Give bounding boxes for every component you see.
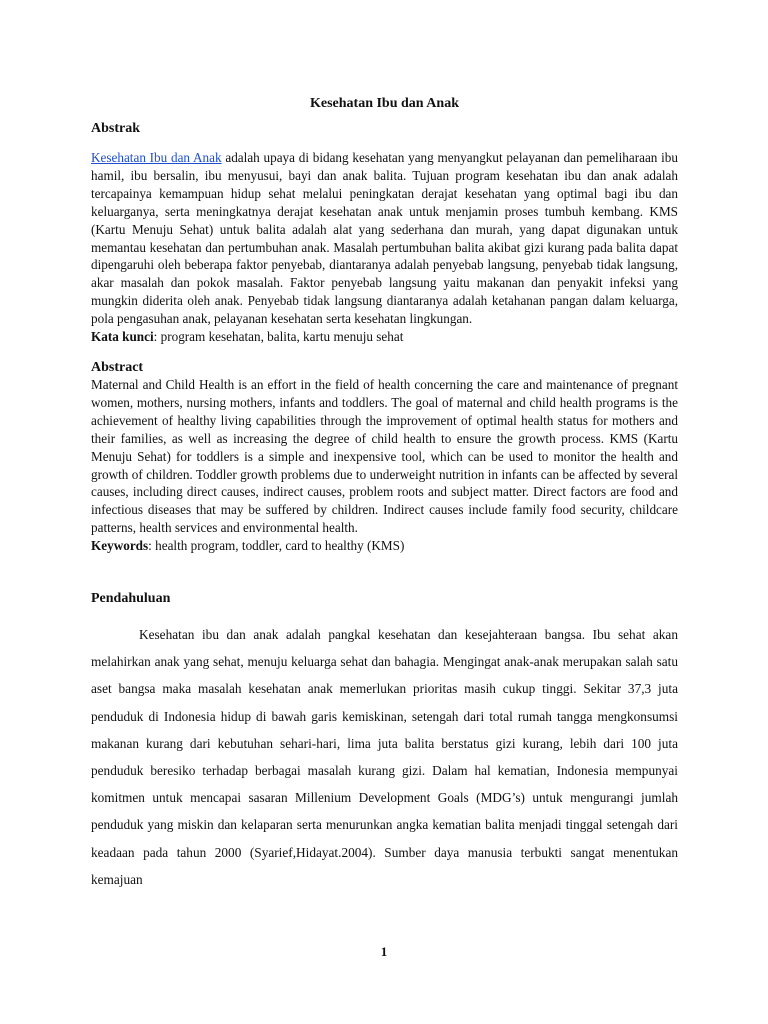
- abstrak-keywords-text: : program kesehatan, balita, kartu menuju sehat: [153, 329, 404, 345]
- abstract-keywords-label: Keywords: [91, 538, 149, 554]
- document-title: Kesehatan Ibu dan Anak: [309, 96, 459, 111]
- abstract-keywords: [91, 537, 678, 555]
- pendahuluan-paragraph: Kesehatan ibu dan anak adalah pangkal kesehatan dan kesejahteraan bangsa. Ibu sehat akan melahirkan anak yang sehat, menuju keluarga sehat dan bahagia. Mengingat anak-anak merupakan salah satu aset bangsa maka masalah kesehatan anak memerlukan prioritas masih cukup tinggi. Sekitar 37,3 juta penduduk di Indonesia hidup di bawah garis kemiskinan, setengah dari total rumah tangga mengkonsumsi makanan kurang dari kebutuhan sehari-hari, lima juta balita berstatus gizi kurang, lebih dari 100 juta penduduk beresiko terhadap berbagai masalah kurang gizi. Dalam hal kematian, Indonesia mempunyai komitmen untuk mencapai sasaran Millenium Development Goals (MDG’s) untuk mengurangi jumlah penduduk yang miskin dan kelaparan serta menurunkan angka kematian balita menjadi tinggal setengah dari keadaan pada tahun 2000 (Syarief,Hidayat.2004). Sumber daya manusia terbukti sangat menentukan kemajuan: [91, 627, 678, 887]
- page-number: 1: [380, 944, 388, 959]
- abstrak-body: adalah upaya di bidang kesehatan yang menyangkut pelayanan dan pemeliharaan ibu hamil, ibu bersalin, ibu menyusui, bayi dan anak balita. Tujuan program kesehatan ibu dan anak adalah tercapainya kemampuan hidup sehat melalui peningkatan derajat kesehatan yang optimal bagi ibu dan keluarganya, serta meningkatnya derajat kesehatan anak untuk menjamin proses tumbuh kembang. KMS (Kartu Menuju Sehat) untuk balita adalah alat yang sederhana dan murah, yang dapat digunakan untuk memantau kesehatan dan pertumbuhan anak. Masalah pertumbuhan balita akibat gizi kurang pada balita dapat dipengaruhi oleh beberapa faktor penyebab, diantaranya adalah penyebab langsung, penyebab tidak langsung, akar masalah dan pokok masalah. Faktor penyebab langsung yaitu makanan dan penyakit infeksi yang mungkin diderita oleh anak. Penyebab tidak langsung diantaranya adalah ketahanan pangan dalam keluarga, pola pengasuhan anak, pelayanan kesehatan serta kesehatan lingkungan.: [91, 150, 678, 327]
- abstrak-keywords-label: Kata kunci: [91, 329, 154, 345]
- abstrak-heading: Abstrak: [91, 121, 141, 136]
- pendahuluan-heading: Pendahuluan: [91, 591, 171, 607]
- document-content: [91, 95, 678, 893]
- abstract-keywords-text: : health program, toddler, card to healthy (KMS): [148, 538, 405, 554]
- abstrak-paragraph: [91, 149, 678, 328]
- kesehatan-ibu-dan-anak-link[interactable]: Kesehatan Ibu dan Anak: [91, 150, 222, 165]
- abstrak-keywords: [91, 328, 678, 346]
- abstract-heading: Abstract: [91, 359, 144, 375]
- abstract-paragraph: Maternal and Child Health is an effort in the field of health concerning the care and maintenance of pregnant women, mothers, nursing mothers, infants and toddlers. The goal of maternal and child health programs is the achievement of healthy living capabilities through the improvement of optimal health status for mothers and their families, as well as increasing the degree of child health to ensure the growth process. KMS (Kartu Menuju Sehat) for toddlers is a simple and inexpensive tool, which can be used to monitor the health and growth of children. Toddler growth problems due to underweight nutrition in infants can be affected by several causes, including direct causes, indirect causes, problem roots and subject matter. Direct factors are food and infectious diseases that may be suffered by children. Indirect causes include family food security, childcare patterns, health services and environmental health.: [91, 376, 678, 536]
